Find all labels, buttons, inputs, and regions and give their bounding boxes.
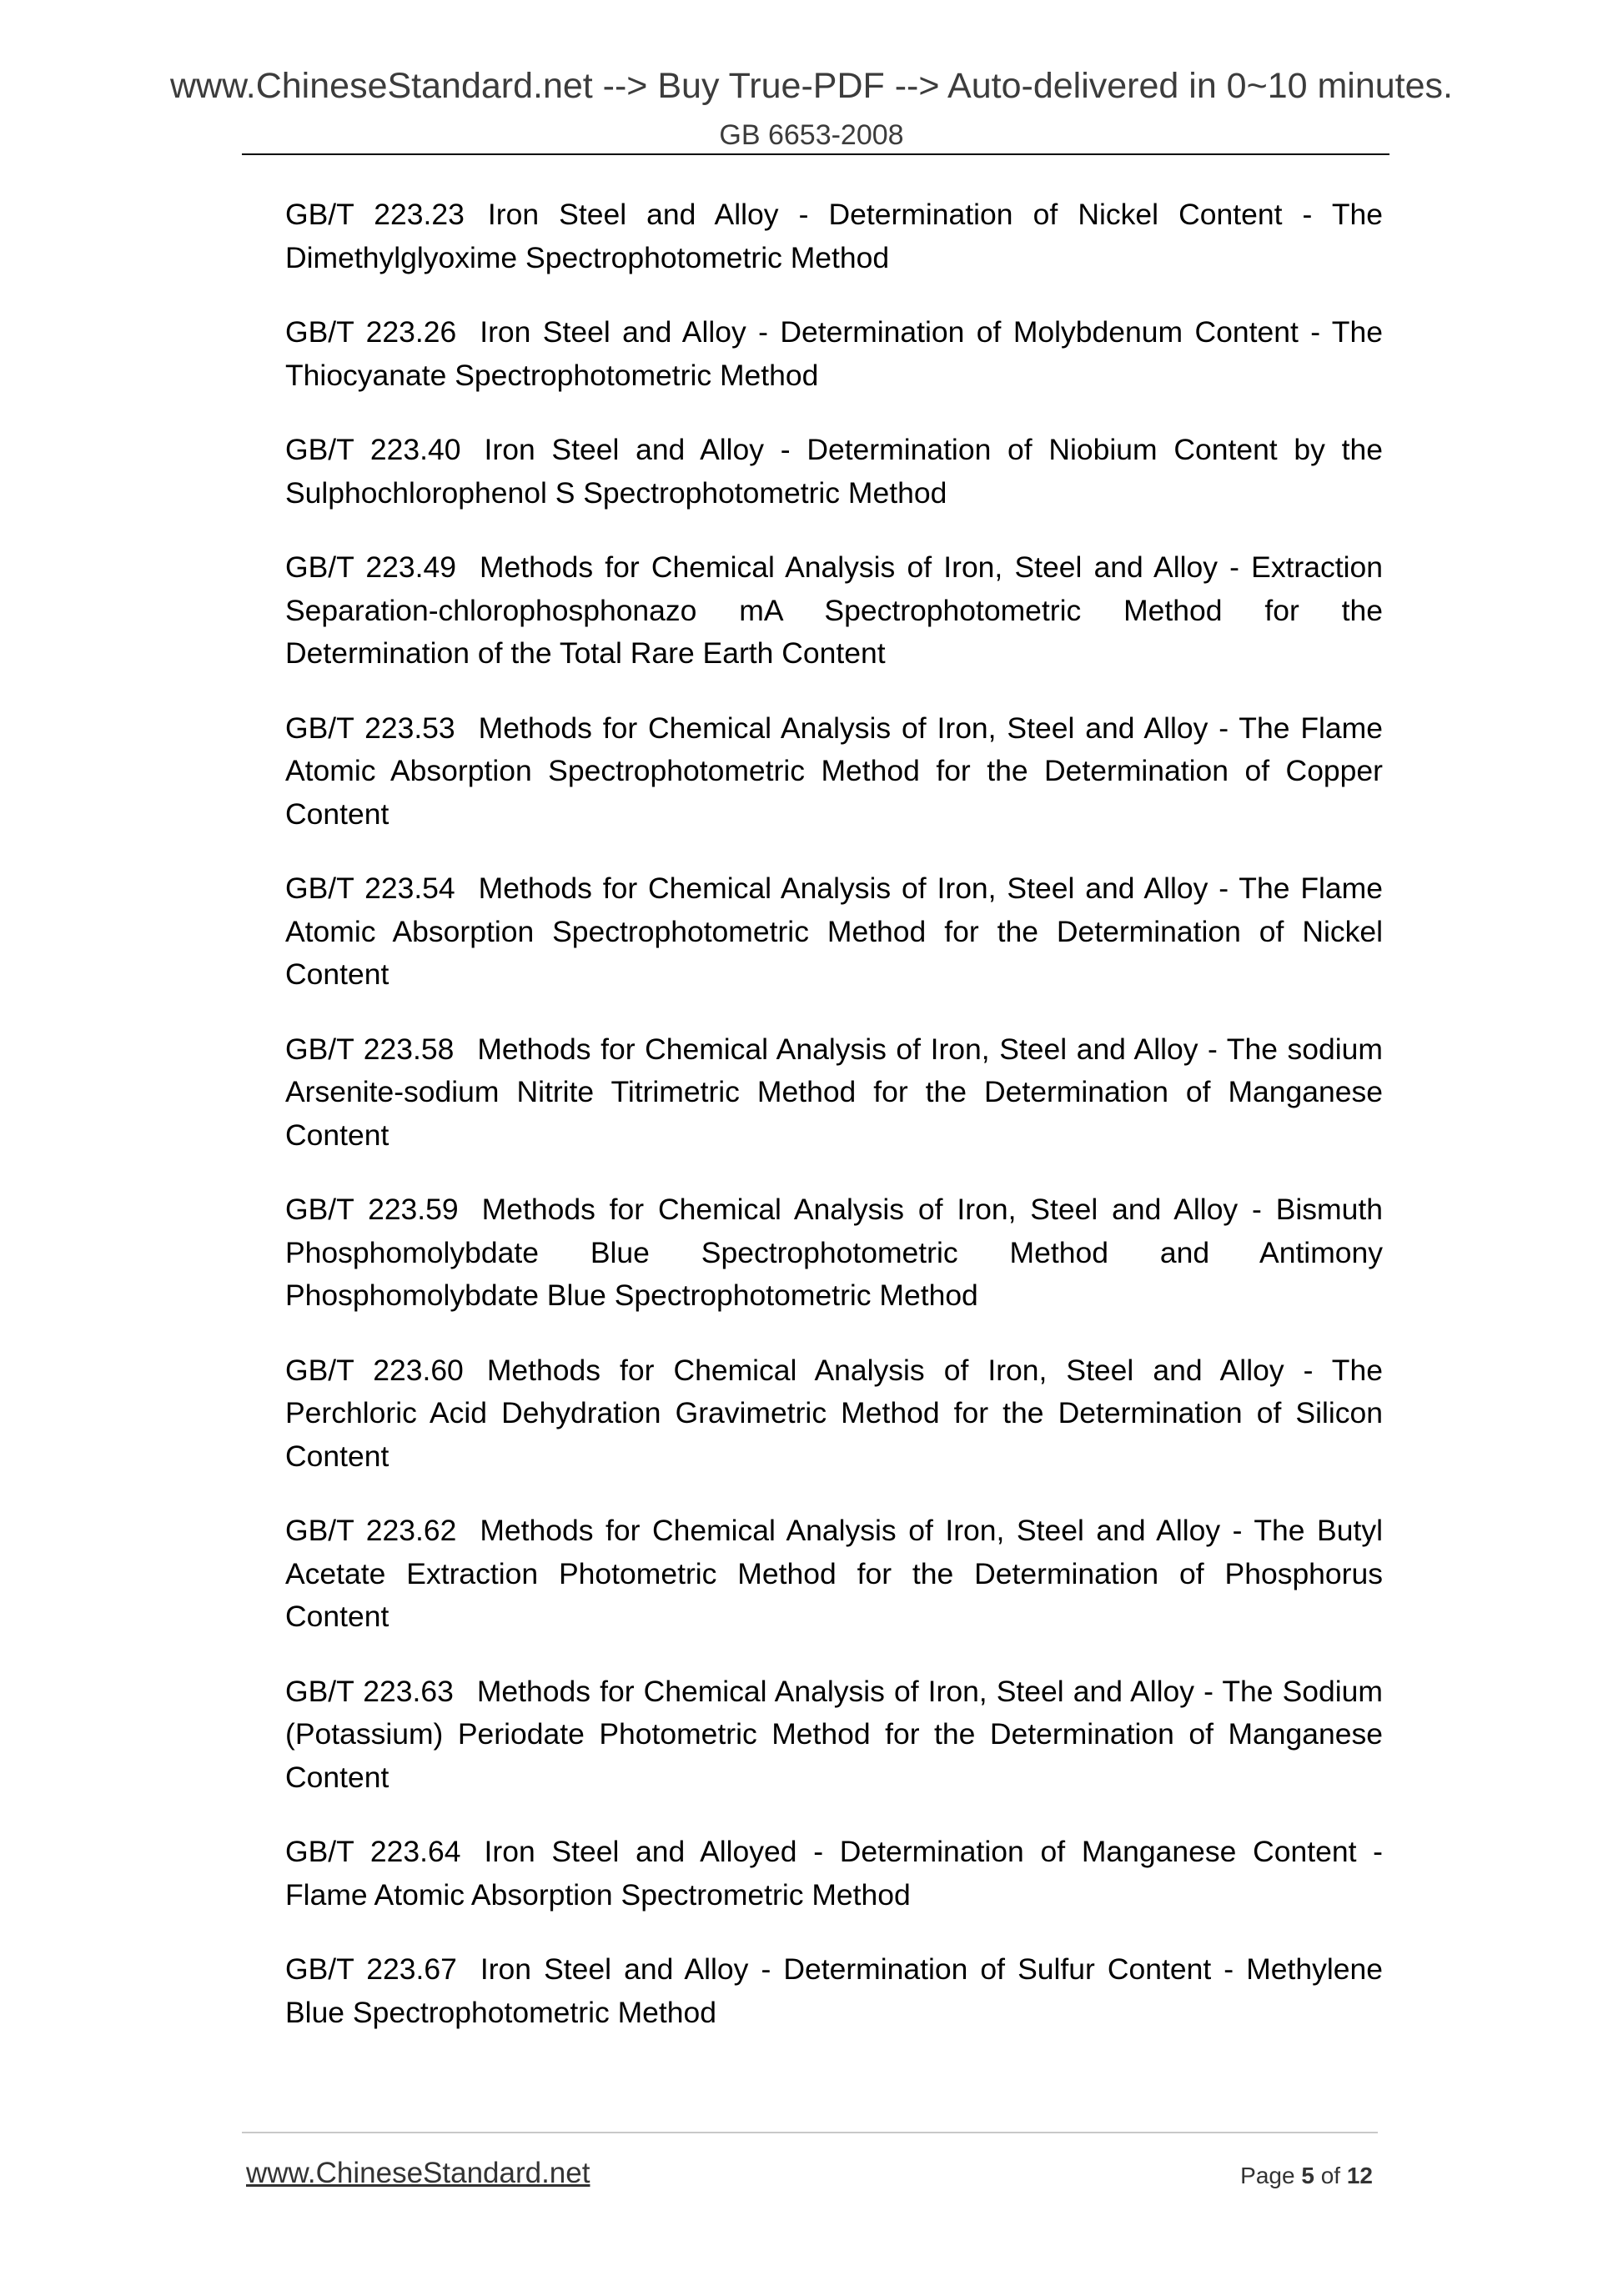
reference-item — [285, 1948, 1383, 2034]
reference-code: GB/T 223.49 — [285, 550, 456, 584]
reference-title: Iron Steel and Alloyed - Determination of Manganese Content - Flame Atomic Absorption Spectrometric Method — [285, 1835, 1383, 1912]
reference-title: Methods for Chemical Analysis of Iron, Steel and Alloy - The Flame Atomic Absorption Spectrophotometric Method for the Determination of Copper Content — [285, 711, 1383, 831]
reference-code: GB/T 223.53 — [285, 711, 455, 745]
reference-item — [285, 1831, 1383, 1917]
reference-title: Methods for Chemical Analysis of Iron, Steel and Alloy - Extraction Separation-chlorophosphonazo mA Spectrophotometric Method for the Determination of the Total Rare Earth Content — [285, 550, 1383, 670]
normative-references-list — [285, 193, 1383, 2066]
reference-code: GB/T 223.26 — [285, 315, 457, 349]
reference-item — [285, 1188, 1383, 1318]
reference-title: Iron Steel and Alloy - Determination of Sulfur Content - Methylene Blue Spectrophotometric Method — [285, 1952, 1383, 2029]
reference-code: GB/T 223.60 — [285, 1353, 464, 1387]
header-divider — [242, 153, 1389, 155]
reference-title: Methods for Chemical Analysis of Iron, Steel and Alloy - The Perchloric Acid Dehydration Gravimetric Method for the Determination of Silicon Content — [285, 1353, 1383, 1473]
page-total: 12 — [1346, 2163, 1373, 2188]
reference-title: Methods for Chemical Analysis of Iron, Steel and Alloy - Bismuth Phosphomolybdate Blue Spectrophotometric Method and Antimony Phosphomolybdate Blue Spectrophotometric Method — [285, 1193, 1383, 1312]
page-word: Page — [1240, 2163, 1295, 2188]
reference-title: Methods for Chemical Analysis of Iron, Steel and Alloy - The Flame Atomic Absorption Spectrophotometric Method for the Determination of Nickel Content — [285, 872, 1383, 991]
reference-code: GB/T 223.62 — [285, 1514, 457, 1547]
reference-code: GB/T 223.54 — [285, 872, 455, 905]
page-current: 5 — [1301, 2163, 1314, 2188]
reference-code: GB/T 223.58 — [285, 1032, 455, 1066]
reference-item — [285, 193, 1383, 279]
reference-code: GB/T 223.64 — [285, 1835, 461, 1868]
reference-item — [285, 707, 1383, 837]
reference-item — [285, 1349, 1383, 1479]
reference-title: Iron Steel and Alloy - Determination of Molybdenum Content - The Thiocyanate Spectrophotometric Method — [285, 315, 1383, 392]
reference-title: Iron Steel and Alloy - Determination of Niobium Content by the Sulphochlorophenol S Spectrophotometric Method — [285, 433, 1383, 510]
header-banner: www.ChineseStandard.net --> Buy True-PDF --> Auto-delivered in 0~10 minutes. — [169, 66, 1453, 106]
reference-item — [285, 1671, 1383, 1800]
reference-title: Methods for Chemical Analysis of Iron, Steel and Alloy - The Sodium (Potassium) Periodate Photometric Method for the Determination of Manganese Content — [285, 1674, 1383, 1794]
reference-item — [285, 429, 1383, 515]
document-number: GB 6653-2008 — [719, 119, 904, 151]
reference-code: GB/T 223.59 — [285, 1193, 459, 1226]
reference-item — [285, 546, 1383, 676]
reference-item — [285, 1510, 1383, 1639]
reference-item — [285, 867, 1383, 997]
reference-code: GB/T 223.23 — [285, 198, 465, 231]
reference-item — [285, 1028, 1383, 1158]
reference-title: Methods for Chemical Analysis of Iron, Steel and Alloy - The Butyl Acetate Extraction Photometric Method for the Determination of Phosphorus Content — [285, 1514, 1383, 1633]
reference-code: GB/T 223.63 — [285, 1674, 454, 1708]
reference-title: Methods for Chemical Analysis of Iron, Steel and Alloy - The sodium Arsenite-sodium Nitrite Titrimetric Method for the Determination of Manganese Content — [285, 1032, 1383, 1152]
footer-site-link[interactable]: www.ChineseStandard.net — [246, 2157, 590, 2189]
page-indicator — [1240, 2162, 1373, 2190]
page-of: of — [1320, 2163, 1341, 2188]
reference-title: Iron Steel and Alloy - Determination of Nickel Content - The Dimethylglyoxime Spectrophotometric Method — [285, 198, 1383, 274]
footer-divider — [242, 2132, 1378, 2133]
reference-code: GB/T 223.67 — [285, 1952, 457, 1986]
reference-code: GB/T 223.40 — [285, 433, 461, 466]
reference-item — [285, 311, 1383, 397]
